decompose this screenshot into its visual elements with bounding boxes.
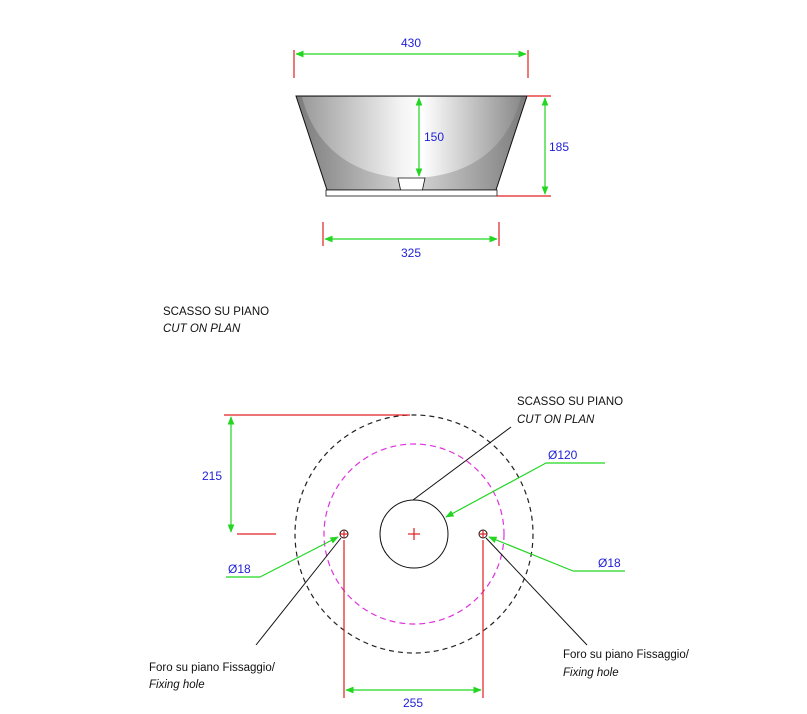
dim-hole-spacing: 255 xyxy=(402,696,424,710)
basin-foot xyxy=(326,190,497,196)
fixing-label-left-en: Fixing hole xyxy=(149,679,205,691)
cut-label-center-en: CUT ON PLAN xyxy=(517,414,595,426)
dim-radius: 215 xyxy=(201,469,222,483)
fixing-label-right-it: Foro su piano Fissaggio/ xyxy=(563,649,689,661)
cut-label-left-en: CUT ON PLAN xyxy=(163,323,241,335)
dim-hole-left: Ø18 xyxy=(228,562,251,576)
cut-label-left-it: SCASSO SU PIANO xyxy=(163,306,270,318)
dim-inner-depth: 150 xyxy=(424,130,445,144)
plan-view xyxy=(149,396,690,710)
leader-cut-center xyxy=(413,427,511,500)
cut-label-center-it: SCASSO SU PIANO xyxy=(517,396,624,408)
fixing-label-right-en: Fixing hole xyxy=(563,667,619,679)
leader-fixing-right xyxy=(486,538,587,645)
dim-top-width: 430 xyxy=(400,36,422,50)
dim-total-height: 185 xyxy=(549,140,570,154)
fixing-label-left-it: Foro su piano Fissaggio/ xyxy=(149,662,275,674)
dim-hole-right: Ø18 xyxy=(598,556,621,570)
side-view xyxy=(294,36,569,260)
leader-120 xyxy=(446,463,546,517)
dim-base-width: 325 xyxy=(400,246,422,260)
leader-fixing-left xyxy=(256,538,341,645)
dim-drain-diameter: Ø120 xyxy=(548,448,578,462)
